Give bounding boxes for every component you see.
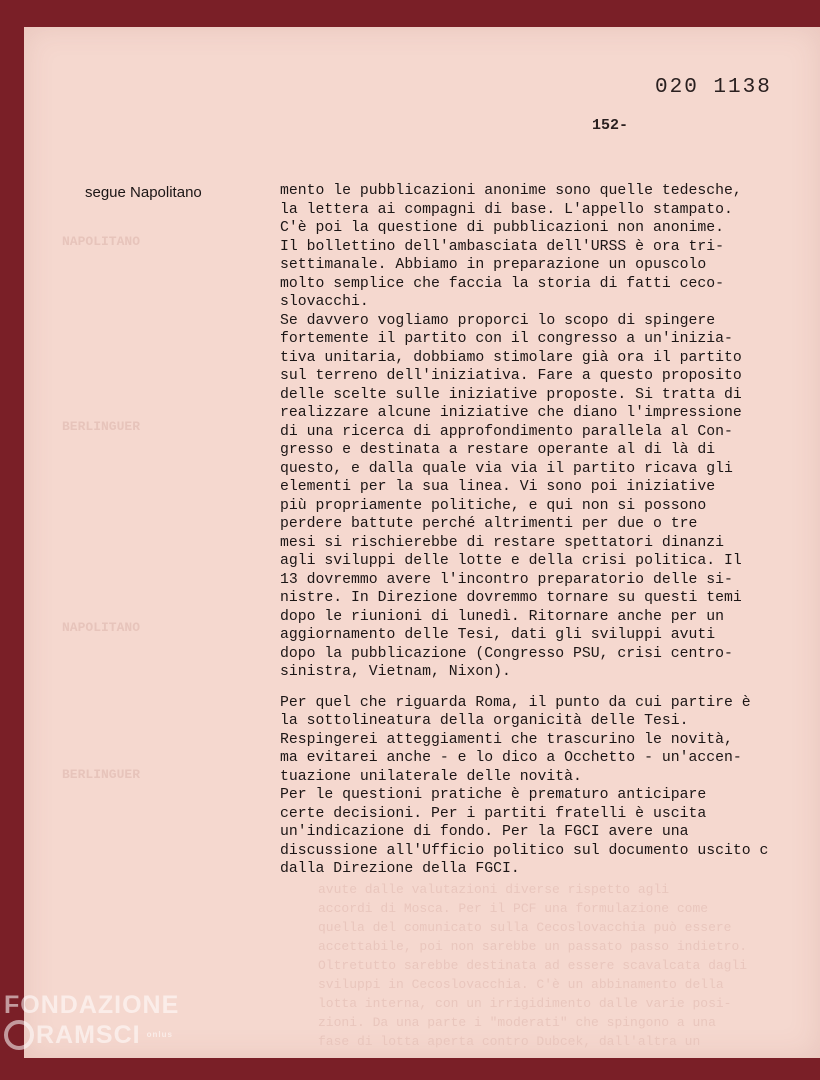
show-through-line: lotta interna, con un irrigidimento dalle varie posi- bbox=[318, 996, 732, 1011]
text-line: delle scelte sulle iniziative proposte. Si tratta di bbox=[280, 386, 742, 403]
text-line: mento le pubblicazioni anonime sono quelle tedesche, bbox=[280, 183, 742, 199]
show-through-line: accordi di Mosca. Per il PCF una formulazione come bbox=[318, 901, 709, 916]
gramsci-g-logo-icon bbox=[4, 1020, 34, 1050]
text-line: mesi si rischierebbe di restare spettatori dinanzi bbox=[280, 534, 724, 551]
text-line: realizzare alcune iniziative che diano l'impressione bbox=[280, 405, 742, 421]
show-through-line: fase di lotta aperta contro Dubcek, dall'altra un bbox=[318, 1034, 701, 1049]
text-line: fortemente il partito con il congresso a un'inizia- bbox=[280, 331, 733, 347]
fondazione-gramsci-watermark bbox=[4, 990, 179, 1050]
archive-number: 020 1138 bbox=[655, 76, 772, 99]
text-line: la sottolineatura della organicità delle Tesi. bbox=[280, 713, 689, 729]
show-through-label: NAPOLITANO bbox=[62, 620, 141, 635]
paragraph bbox=[280, 694, 800, 787]
text-line: gresso e destinata a restare operante al di là di bbox=[280, 442, 716, 458]
show-through-line: Oltretutto sarebbe destinata ad essere scavalcata dagli bbox=[318, 958, 748, 973]
paragraph bbox=[280, 182, 800, 312]
watermark-small: onlus bbox=[146, 1030, 173, 1039]
text-line: dalla Direzione della FGCI. bbox=[280, 861, 520, 877]
text-line: tuazione unilaterale delle novità. bbox=[280, 768, 582, 785]
show-through-text bbox=[318, 880, 778, 1051]
text-line: sinistra, Vietnam, Nixon). bbox=[280, 664, 511, 680]
text-line: la lettera ai compagni di base. L'appello stampato. bbox=[280, 201, 733, 218]
text-line: molto semplice che faccia la storia di fatti ceco- bbox=[280, 275, 724, 292]
show-through-line: sviluppi in Cecoslovacchia. C'è un abbinamento della bbox=[318, 977, 724, 992]
text-line: nistre. In Direzione dovremmo tornare su questi temi bbox=[280, 590, 742, 606]
text-line: sul terreno dell'iniziativa. Fare a questo proposito bbox=[280, 368, 742, 384]
show-through-line: quella del comunicato sulla Cecoslovacchia può essere bbox=[318, 920, 732, 935]
text-line: ma evitarei anche - e lo dico a Occhetto - un'accen- bbox=[280, 750, 742, 766]
text-line: agli sviluppi delle lotte e della crisi politica. Il bbox=[280, 553, 742, 569]
text-line: certe decisioni. Per i partiti fratelli è uscita bbox=[280, 805, 707, 822]
paragraph bbox=[280, 786, 800, 879]
watermark-line-2 bbox=[4, 1020, 179, 1050]
text-line: un'indicazione di fondo. Per la FGCI avere una bbox=[280, 824, 689, 840]
text-line: più propriamente politiche, e qui non si possono bbox=[280, 497, 707, 514]
text-line: dopo la pubblicazione (Congresso PSU, crisi centro- bbox=[280, 645, 733, 662]
text-line: settimanale. Abbiamo in preparazione un opuscolo bbox=[280, 257, 707, 273]
show-through-line: accettabile, poi non sarebbe un passato passo indietro. bbox=[318, 939, 748, 954]
show-through-label: BERLINGUER bbox=[62, 419, 141, 434]
show-through-label: BERLINGUER bbox=[62, 767, 141, 782]
text-line: di una ricerca di approfondimento parallela al Con- bbox=[280, 423, 733, 440]
show-through-line: zioni. Da una parte i "moderati" che spingono a una bbox=[318, 1015, 716, 1030]
text-line: Respingerei atteggiamenti che trascurino le novità, bbox=[280, 731, 733, 748]
watermark-line-1: FONDAZIONE bbox=[4, 991, 180, 1019]
show-through-line: avute dalle valutazioni diverse rispetto agli bbox=[318, 882, 670, 897]
text-line: tiva unitaria, dobbiamo stimolare già ora il partito bbox=[280, 349, 742, 366]
page-number: 152- bbox=[592, 117, 629, 134]
text-line: discussione all'Ufficio politico sul documento uscito c bbox=[280, 842, 769, 859]
text-line: dopo le riunioni di lunedì. Ritornare anche per un bbox=[280, 608, 724, 625]
text-line: 13 dovremmo avere l'incontro preparatorio delle si- bbox=[280, 571, 733, 588]
speaker-label: segue Napolitano bbox=[85, 184, 202, 201]
text-line: C'è poi la questione di pubblicazioni non anonime. bbox=[280, 220, 724, 236]
show-through-label: NAPOLITANO bbox=[62, 234, 141, 249]
text-line: questo, e dalla quale via via il partito ricava gli bbox=[280, 460, 733, 477]
paragraph bbox=[280, 312, 800, 682]
text-line: Il bollettino dell'ambasciata dell'URSS è ora tri- bbox=[280, 238, 724, 255]
watermark-line-2-text: RAMSCI bbox=[36, 1021, 141, 1049]
text-line: Per le questioni pratiche è prematuro anticipare bbox=[280, 787, 707, 803]
text-line: aggiornamento delle Tesi, dati gli sviluppi avuti bbox=[280, 627, 716, 643]
text-line: Per quel che riguarda Roma, il punto da cui partire è bbox=[280, 694, 751, 711]
transcript-body bbox=[280, 182, 800, 879]
text-line: perdere battute perché altrimenti per due o tre bbox=[280, 516, 698, 532]
text-line: Se davvero vogliamo proporci lo scopo di spingere bbox=[280, 312, 716, 329]
text-line: elementi per la sua linea. Vi sono poi iniziative bbox=[280, 479, 716, 495]
text-line: slovacchi. bbox=[280, 294, 369, 310]
